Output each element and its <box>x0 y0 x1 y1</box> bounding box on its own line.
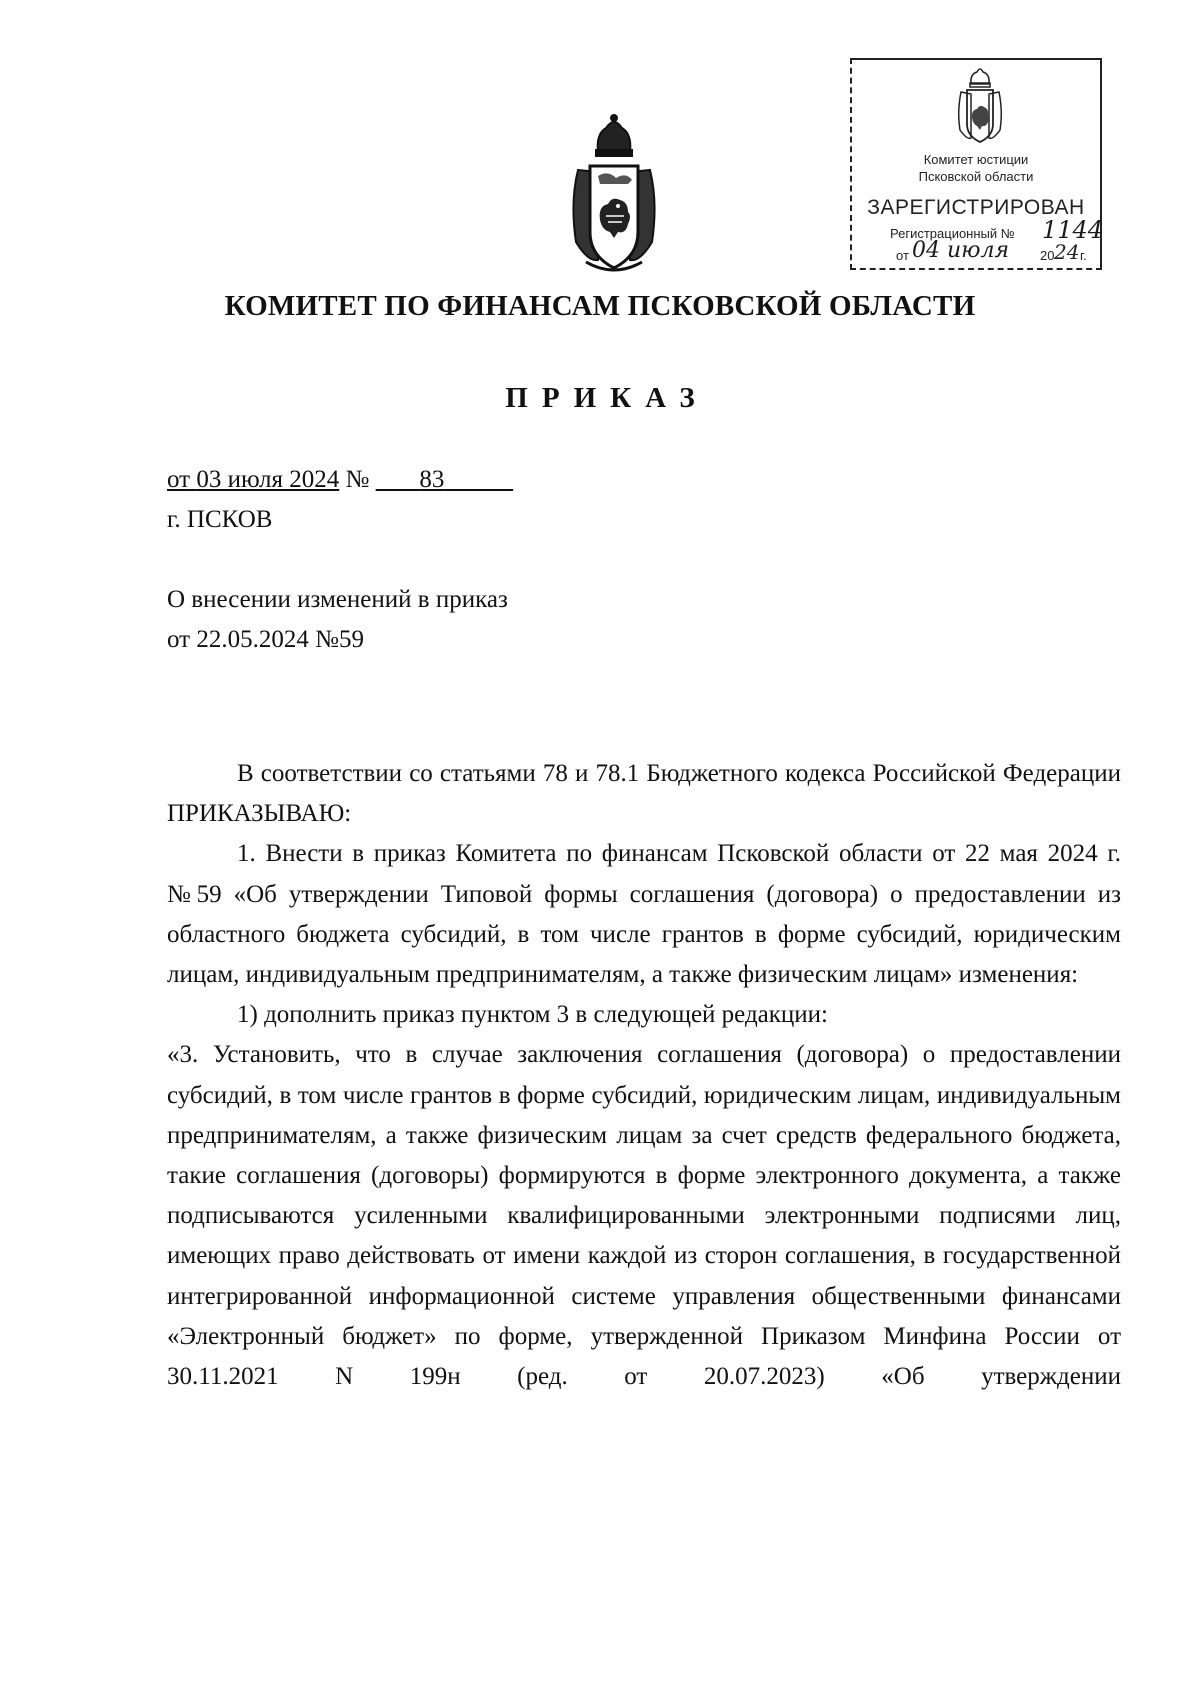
city: г. ПСКОВ <box>167 506 273 533</box>
stamp-org-line1: Комитет юстиции <box>923 152 1029 167</box>
stamp-org-line2: Псковской области <box>918 169 1034 184</box>
pskov-coat-of-arms-icon <box>568 112 660 278</box>
subject-line1: О внесении изменений в приказ <box>167 586 508 613</box>
document-body <box>167 754 1121 1397</box>
organization-title: КОМИТЕТ ПО ФИНАНСАМ ПСКОВСКОЙ ОБЛАСТИ <box>224 290 976 322</box>
stamp-reg-number: 1144 <box>1042 216 1104 244</box>
stamp-year-suffix: г. <box>1080 248 1087 263</box>
order-number: 83 <box>419 466 445 493</box>
stamp-reg-label: Регистрационный № <box>890 226 1015 241</box>
number-sign: № <box>345 466 370 493</box>
stamp-coat-of-arms-icon <box>955 66 1005 148</box>
stamp-year-value: 24 <box>1054 240 1080 264</box>
stamp-date-prefix: от <box>896 248 909 263</box>
body-paragraph-4: «3. Установить, что в случае заключения соглашения (договора) о предоставлении субсидий, в том числе грантов в форме субсидий, юридическим лицам, индивидуальным предпринимателям, а также физическим лицам за счет средств федерального бюджета, такие соглашения (договоры) формируются в форме электронного документа, а также подписываются усиленными квалифицированными электронными подписями лиц, имеющих право действовать от имени каждой из сторон соглашения, в государственной интегрированной информационной системе управления общественными финансами «Электронный бюджет» по форме, утвержденной Приказом Минфина России от 30.11.2021 N 199н (ред. от 20.07.2023) «Об утверждении <box>167 1041 1121 1391</box>
date-prefix: от <box>167 466 191 493</box>
order-date: 03 июля 2024 <box>196 466 340 493</box>
body-paragraph-1: В соответствии со статьями 78 и 78.1 Бюджетного кодекса Российской Федерации ПРИКАЗЫВАЮ: <box>167 760 1121 828</box>
stamp-title: ЗАРЕГИСТРИРОВАН <box>867 196 1085 219</box>
stamp-year-prefix: 20 <box>1040 248 1055 263</box>
order-date-line <box>167 466 513 494</box>
document-type: ПРИКАЗ <box>505 382 709 414</box>
registration-stamp <box>850 58 1102 270</box>
body-paragraph-3: 1) дополнить приказ пунктом 3 в следующей редакции: <box>237 1001 828 1029</box>
subject-line2: от 22.05.2024 №59 <box>167 626 364 653</box>
body-paragraph-2: 1. Внести в приказ Комитета по финансам Псковской области от 22 мая 2024 г. №59 «Об утверждении Типовой формы соглашения (договора) о предоставлении из областного бюджета субсидий, в том числе грантов в форме субсидий, юридическим лицам, индивидуальным предпринимателям, а также физическим лицам» изменения: <box>167 840 1121 989</box>
stamp-date-value: 04 июля <box>912 238 1010 263</box>
